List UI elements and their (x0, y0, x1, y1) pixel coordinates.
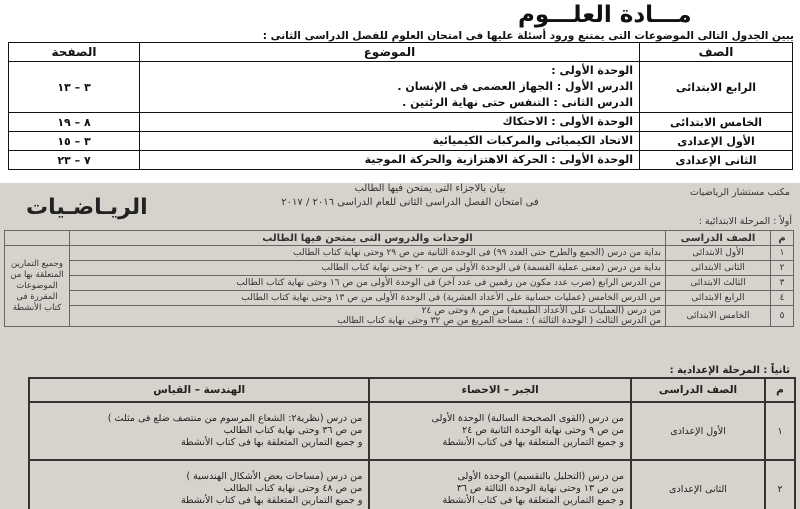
row-num: ٣ (771, 276, 794, 291)
topic-line: الوحدة الأولى : (551, 64, 633, 77)
geometry-line: من ص ٤٨ وحتى نهاية كتاب الطالب (223, 483, 363, 494)
geometry-line: من درس (نظرية٢: الشعاع المرسوم من منتصف ضلع فى مثلث ) (107, 413, 363, 424)
row-units: من الدرس الخامس (عمليات حسابية على الأعداد العشرية) فى الوحدة الأولى من ص ١٣ وحتى نهاية كتاب الطالب (70, 291, 666, 306)
table-row (5, 276, 794, 291)
prep-table (28, 377, 796, 509)
row-num: ١ (765, 402, 795, 460)
primary-side-note: وجميع التمارين المتعلقة بها من الموضوعات المقررة فى كتاب الأنشطة (5, 246, 70, 327)
math-statement-line2: فى امتحان الفصل الدراسى الثانى للعام الدراسى ٢٠١٦ / ٢٠١٧ (281, 197, 539, 208)
row-grade: الثانى الابتدائى (666, 261, 771, 276)
row-num: ٢ (765, 460, 795, 509)
table-row (5, 246, 794, 261)
algebra-line: و جميع التمارين المتعلقة بها فى كتاب الأنشطة (442, 437, 624, 448)
row-geometry (29, 402, 369, 460)
topic-line: الدرس الأول : الجهاز العضمى فى الإنسان . (397, 80, 633, 93)
science-title: مـــادة العلـــوم (518, 2, 692, 28)
row-topic (140, 132, 640, 151)
topic-line: الوحدة الأولى : الحركة الاهتزازية والحركة الموجية (364, 153, 633, 166)
row-page: ٧ – ٢٣ (9, 151, 140, 170)
row-units: بداية من درس (الجمع والطرح حتى العدد ٩٩) فى الوحدة الثانية من ص ٢٩ وحتى نهاية كتاب الطالب (70, 246, 666, 261)
header-page: الصفحة (9, 43, 140, 62)
table-row (29, 460, 795, 509)
row-num: ٥ (771, 306, 794, 327)
math-office: مكتب مستشار الرياضيات (689, 187, 790, 198)
header-num: م (771, 231, 794, 246)
algebra-line: من درس (التحليل بالتقسيم) الوحدة الأولى (457, 471, 624, 482)
algebra-line: من درس (القوى الصحيحة السالبة) الوحدة الأولى (431, 413, 624, 424)
header-units: الوحدات والدروس التى يمتحن فيها الطالب (70, 231, 666, 246)
row-grade: الأول الإعدادى (640, 132, 793, 151)
row-algebra (369, 402, 631, 460)
table-row (9, 62, 793, 113)
row-topic (140, 62, 640, 113)
table-row (9, 113, 793, 132)
header-grade: الصف الدراسى (631, 378, 765, 402)
geometry-line: و جميع التمارين المتعلقة بها فى كتاب الأنشطة (180, 495, 363, 506)
row-grade: الثالث الابتدائى (666, 276, 771, 291)
row-grade: الخامس الابتدائى (640, 113, 793, 132)
math-subject-title: الريـاضـيات (26, 195, 148, 220)
units-line: من الدرس الثالث ( الوحدة الثالثة ) : مساحة المربع من ص ٣٢ وحتى نهاية كتاب الطالب (337, 316, 661, 326)
science-section (0, 0, 800, 183)
table-row (29, 402, 795, 460)
row-page: ٣ – ١٥ (9, 132, 140, 151)
units-line: من درس (العمليات على الأعداد الطبيعية) من ص ٨ وحتى ص ٢٤ (421, 306, 661, 316)
header-side (5, 231, 70, 246)
row-geometry (29, 460, 369, 509)
row-page: ٣ – ١٣ (9, 62, 140, 113)
algebra-line: من ص ٩ وحتى نهاية الوحدة الثانية ص ٢٤ (462, 425, 624, 436)
primary-header-row (5, 231, 794, 246)
topic-line: الوحدة الأولى : الاحتكاك (502, 115, 633, 128)
table-row (9, 132, 793, 151)
header-algebra: الجبر – الاحصاء (369, 378, 631, 402)
row-units: بداية من درس (معنى عملية القسمة) فى الوحدة الأولى من ص ٢٠ وحتى نهاية كتاب الطالب (70, 261, 666, 276)
science-header-row (9, 43, 793, 62)
row-topic (140, 113, 640, 132)
table-row (5, 261, 794, 276)
geometry-line: من درس (مساحات بعض الأشكال الهندسية ) (186, 471, 363, 482)
primary-table (4, 230, 794, 327)
row-grade: الأول الإعدادى (631, 402, 765, 460)
science-table (8, 42, 793, 170)
row-units: من الدرس الرابع (ضرب عدد مكون من رقمين فى عدد آخر) فى الوحدة الأولى من ص ١٦ وحتى نهاية كتاب الطالب (70, 276, 666, 291)
row-topic (140, 151, 640, 170)
math-statement-line1: بيان بالاجزاء التى يمتحن فيها الطالب (354, 183, 506, 194)
topic-line: الدرس الثانى : التنفس حتى نهاية الرئتين . (402, 96, 633, 109)
row-grade: الثانى الإعدادى (631, 460, 765, 509)
table-row (5, 306, 794, 327)
table-row (5, 291, 794, 306)
prep-stage-heading: ثانياً : المرحلة الإعدادية : (669, 365, 790, 376)
row-algebra (369, 460, 631, 509)
prep-header-row (29, 378, 795, 402)
header-topic: الموضوع (140, 43, 640, 62)
row-grade: الرابع الابتدائى (640, 62, 793, 113)
row-grade: الأول الابتدائى (666, 246, 771, 261)
header-grade: الصف الدراسى (666, 231, 771, 246)
row-grade: الرابع الابتدائى (666, 291, 771, 306)
algebra-line: و جميع التمارين المتعلقة بها فى كتاب الأنشطة (442, 495, 624, 506)
primary-stage-heading: أولاً : المرحلة الابتدائية : (698, 216, 792, 227)
row-num: ١ (771, 246, 794, 261)
row-units (70, 306, 666, 327)
geometry-line: و جميع التمارين المتعلقة بها فى كتاب الأنشطة (180, 437, 363, 448)
algebra-line: من ص ١٣ وحتى نهاية الوحدة الثالثة ص ٣٦ (456, 483, 624, 494)
row-grade: الخامس الابتدائى (666, 306, 771, 327)
math-section (0, 183, 800, 509)
row-grade: الثانى الإعدادى (640, 151, 793, 170)
row-num: ٤ (771, 291, 794, 306)
header-geometry: الهندسة – القياس (29, 378, 369, 402)
header-num: م (765, 378, 795, 402)
science-intro: يبين الجدول التالى الموضوعات التى يمتنع ورود أسئلة عليها فى امتحان العلوم للفصل الدراسى الثانى : (262, 30, 794, 42)
table-row (9, 151, 793, 170)
header-grade: الصف (640, 43, 793, 62)
row-page: ٨ – ١٩ (9, 113, 140, 132)
row-num: ٢ (771, 261, 794, 276)
geometry-line: من ص ٣٦ وحتى نهاية كتاب الطالب (223, 425, 363, 436)
topic-line: الاتحاد الكيميائى والمركبات الكيميائية (432, 134, 633, 147)
